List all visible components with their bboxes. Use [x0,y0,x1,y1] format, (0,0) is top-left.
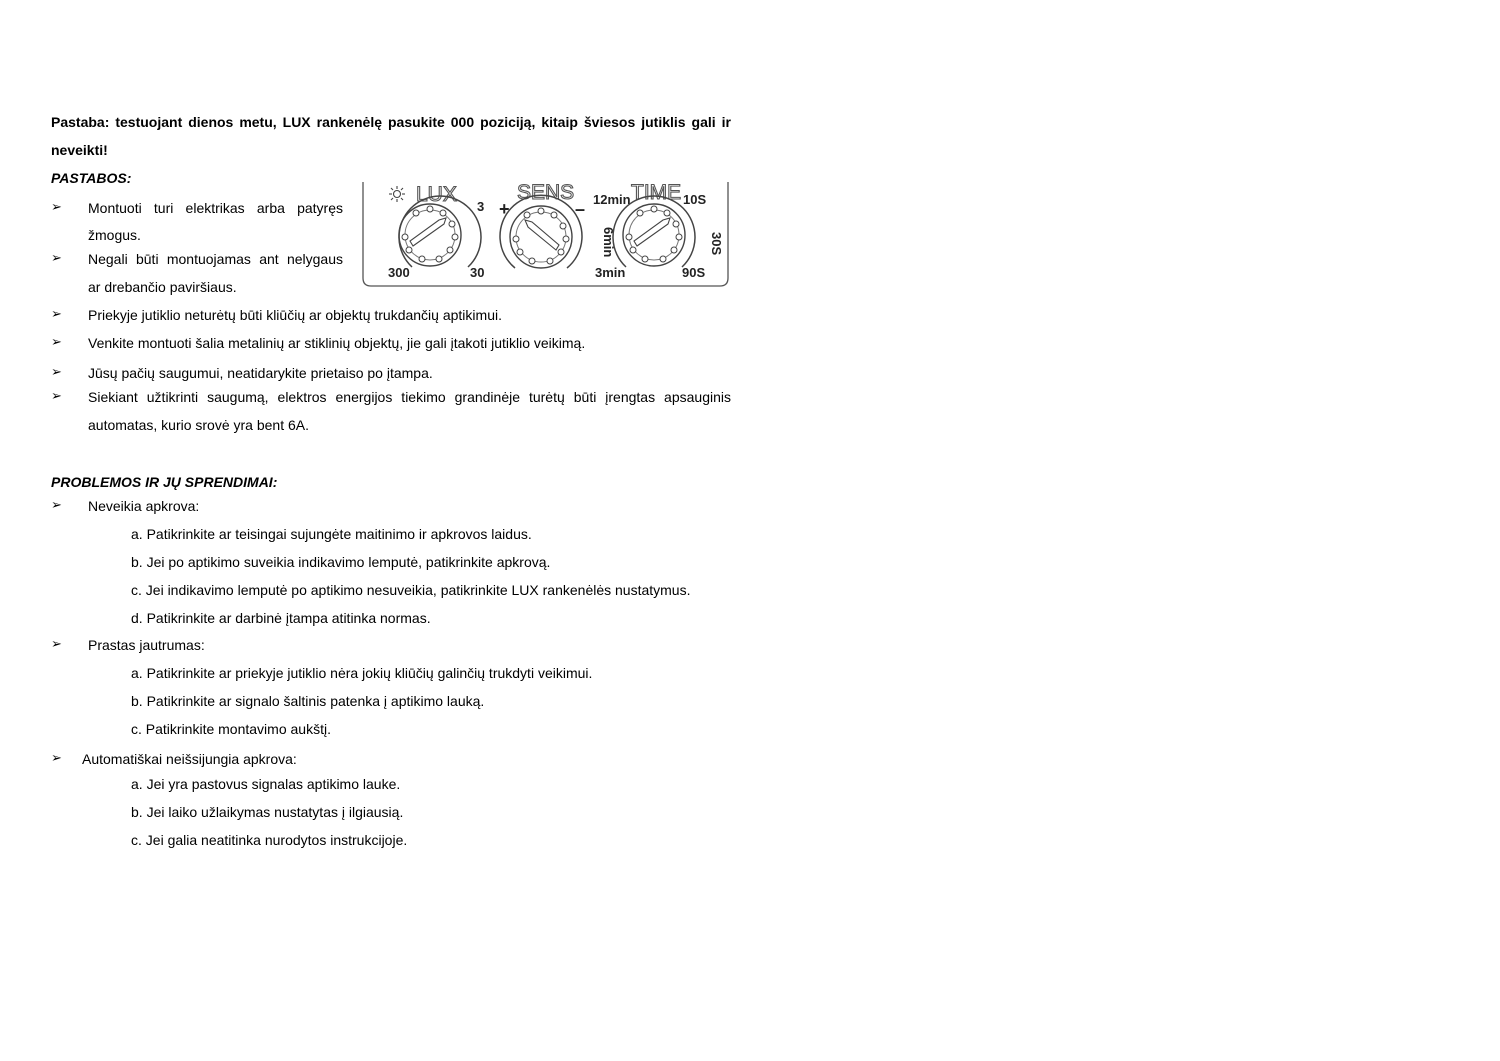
time-90s: 90S [682,265,706,280]
problem-group-2-item-c: c. Patikrinkite montavimo aukštį. [131,721,331,737]
problem-group-1-item-a: a. Patikrinkite ar teisingai sujungėte maitinimo ir apkrovos laidus. [131,526,532,542]
problem-group-3-item-c: c. Jei galia neatitinka nurodytos instrukcijoje. [131,832,408,848]
lux-dial [388,183,484,280]
lux-mid: 30 [470,265,485,280]
arrowhead-bullet-icon: ➢ [51,307,62,322]
sun-icon [389,186,405,202]
problem-group-1-item-c: c. Jei indikavimo lemputė po aptikimo nesuveikia, patikrinkite LUX rankenėlės nustatymus. [131,582,691,598]
time-label: TIME [631,181,682,204]
pastabos-heading: PASTABOS: [51,170,132,186]
pastabos-item-1-line-1: Montuoti turi elektrikas arba patyręs [88,200,343,216]
arrowhead-bullet-icon: ➢ [51,251,62,266]
arrowhead-bullet-icon: ➢ [51,335,62,350]
problem-group-3-item-a: a. Jei yra pastovus signalas aptikimo lauke. [131,776,401,792]
time-6min: 6min [601,227,616,258]
arrowhead-bullet-icon: ➢ [51,200,62,215]
time-3min: 3min [595,265,626,280]
sens-plus: + [499,199,510,219]
lux-label: LUX [416,183,457,206]
arrowhead-bullet-icon: ➢ [51,389,62,404]
problem-group-1-item-b: b. Jei po aptikimo suveikia indikavimo lemputė, patikrinkite apkrovą. [131,554,551,570]
arrowhead-bullet-icon: ➢ [51,365,62,380]
sens-minus: – [575,199,586,219]
problem-group-1-item-d: d. Patikrinkite ar darbinė įtampa atitinka normas. [131,610,431,626]
note-line-1: Pastaba: testuojant dienos metu, LUX rankenėlę pasukite 000 poziciją, kitaip šviesos jutiklis gali ir [51,114,731,130]
pastabos-item-3: Priekyje jutiklio neturėtų būti kliūčių ar objektų trukdančių aptikimui. [88,307,502,323]
problem-group-2-item-b: b. Patikrinkite ar signalo šaltinis patenka į aptikimo lauką. [131,693,485,709]
lux-max: 3 [477,199,485,214]
pastabos-item-6-line-2: automatas, kurio srovė yra bent 6A. [88,417,309,433]
dial-panel-figure [360,180,730,290]
time-dial [593,181,724,280]
pastabos-item-2-line-1: Negali būti montuojamas ant nelygaus [88,251,343,267]
problems-heading: PROBLEMOS IR JŲ SPRENDIMAI: [51,474,278,490]
arrowhead-bullet-icon: ➢ [51,751,62,766]
arrowhead-bullet-icon: ➢ [51,498,62,513]
pastabos-item-2-line-2: ar drebančio paviršiaus. [88,279,237,295]
pastabos-item-6-line-1: Siekiant užtikrinti saugumą, elektros energijos tiekimo grandinėje turėtų būti įrengtas apsauginis [88,389,731,405]
note-line-2: neveikti! [51,142,108,158]
pastabos-item-1-line-2: žmogus. [88,227,141,243]
problem-group-3-title: Automatiškai neišsijungia apkrova: [82,751,297,767]
problem-group-2-item-a: a. Patikrinkite ar priekyje jutiklio nėra jokių kliūčių galinčių trukdyti veikimui. [131,665,593,681]
time-12min: 12min [593,192,631,207]
arrowhead-bullet-icon: ➢ [51,637,62,652]
problem-group-3-item-b: b. Jei laiko užlaikymas nustatytas į ilgiausią. [131,804,404,820]
time-30s: 30S [709,232,724,256]
time-10s: 10S [683,192,707,207]
pastabos-item-5: Jūsų pačių saugumui, neatidarykite prietaiso po įtampa. [88,365,433,381]
sens-label: SENS [517,181,575,204]
problem-group-2-title: Prastas jautrumas: [88,637,205,653]
pastabos-item-4: Venkite montuoti šalia metalinių ar stiklinių objektų, jie gali įtakoti jutiklio veikimą. [88,335,586,351]
sens-dial [499,181,585,268]
lux-min: 300 [388,265,410,280]
problem-group-1-title: Neveikia apkrova: [88,498,200,514]
